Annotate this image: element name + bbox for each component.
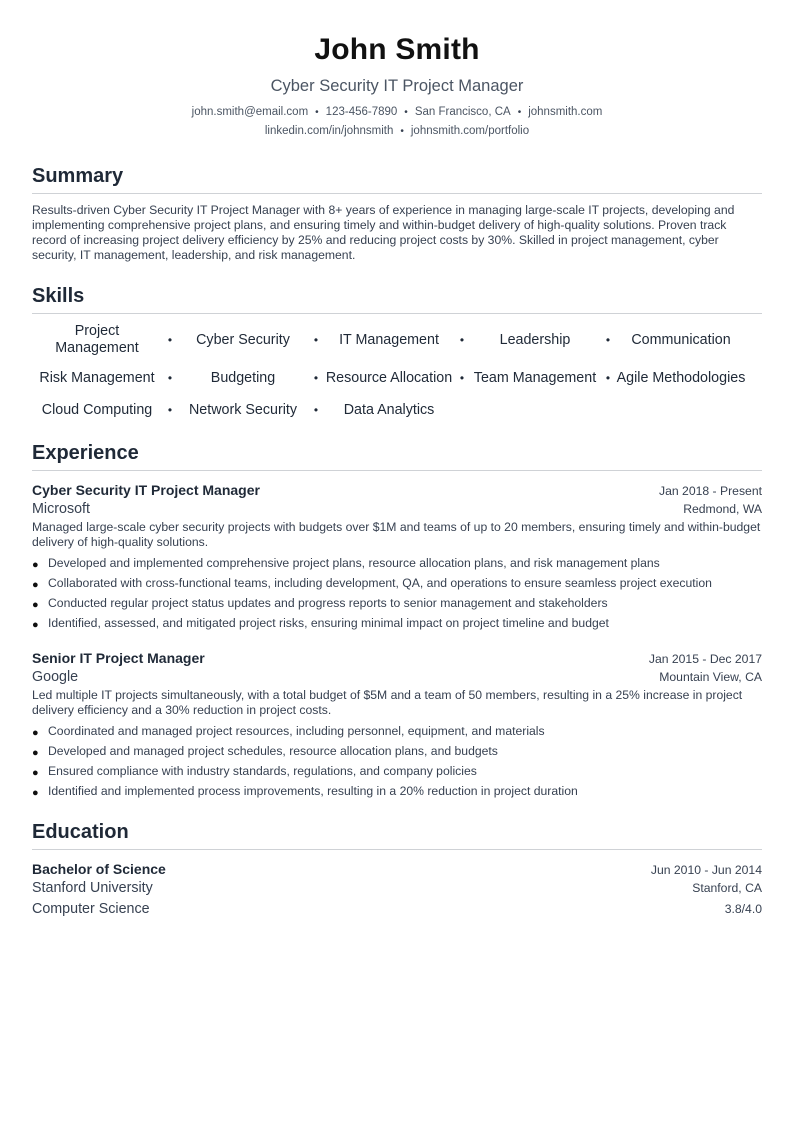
bullet-dot: • xyxy=(605,332,611,347)
skills-list xyxy=(32,322,762,422)
edu-school-row xyxy=(32,878,762,899)
skill-item xyxy=(32,323,178,357)
edu-degree: Bachelor of Science xyxy=(32,861,166,877)
skill-label: Risk Management xyxy=(39,369,155,386)
edu-school: Stanford University xyxy=(32,880,153,896)
experience-section xyxy=(32,440,762,801)
skills-row xyxy=(32,322,762,358)
skill-label: IT Management xyxy=(339,331,439,348)
skill-item xyxy=(470,370,616,387)
skill-item xyxy=(324,370,470,387)
contact-website[interactable]: johnsmith.com xyxy=(528,106,603,118)
skill-label: Project Management xyxy=(55,323,139,356)
list-item xyxy=(32,593,762,613)
education-heading: Education xyxy=(32,819,762,850)
skill-label: Data Analytics xyxy=(343,401,435,418)
job-company: Microsoft xyxy=(32,501,90,517)
bullet-dot: • xyxy=(313,332,319,347)
job-role: Cyber Security IT Project Manager xyxy=(32,482,260,498)
skill-item xyxy=(32,402,178,419)
education-section xyxy=(32,819,762,920)
job-company: Google xyxy=(32,669,79,685)
candidate-name: John Smith xyxy=(314,33,480,66)
bullet-dot: ● xyxy=(32,787,39,799)
edu-dates: Jun 2010 - Jun 2014 xyxy=(650,863,762,877)
experience-heading: Experience xyxy=(32,440,762,471)
skill-label: Cloud Computing xyxy=(41,401,153,418)
bullet-dot: • xyxy=(167,402,173,417)
skill-item xyxy=(324,402,470,419)
bullet-dot: ● xyxy=(32,767,39,779)
bullet-dot: • xyxy=(459,332,465,347)
skills-row xyxy=(32,398,762,422)
separator-dot: • xyxy=(400,126,404,137)
list-item xyxy=(32,781,762,801)
bullet-dot: ● xyxy=(32,559,39,571)
skill-label: Agile Methodologies xyxy=(616,369,746,386)
contact-phone[interactable]: 123-456-7890 xyxy=(325,106,398,118)
list-item xyxy=(32,573,762,593)
skill-label: Communication xyxy=(631,331,731,348)
bullet-text: Developed and implemented comprehensive project plans, resource allocation plans, and risk management plans xyxy=(48,556,660,570)
separator-dot: • xyxy=(517,107,522,118)
skills-heading: Skills xyxy=(32,283,762,314)
job-entry xyxy=(32,649,762,801)
job-bullets xyxy=(32,721,762,801)
bullet-dot: • xyxy=(313,370,319,385)
contact-portfolio[interactable]: johnsmith.com/portfolio xyxy=(410,125,530,137)
resume-header xyxy=(32,0,762,141)
bullet-dot: • xyxy=(459,370,465,385)
job-location: Redmond, WA xyxy=(683,502,762,516)
skill-label: Cyber Security xyxy=(196,331,290,348)
bullet-dot: ● xyxy=(32,579,39,591)
skill-item xyxy=(470,332,616,349)
bullet-text: Identified and implemented process improvements, resulting in a 20% reduction in project duration xyxy=(48,784,578,798)
bullet-dot: ● xyxy=(32,747,39,759)
skill-item xyxy=(616,332,762,349)
bullet-dot: ● xyxy=(32,727,39,739)
job-description: Managed large-scale cyber security projects with budgets over $1M and teams of up to 20 members, ensuring timely and within-budget delivery of high-quality solutions. xyxy=(32,520,761,549)
list-item xyxy=(32,761,762,781)
job-bullets xyxy=(32,553,762,633)
separator-dot: • xyxy=(404,107,408,118)
contact-location: San Francisco, CA xyxy=(414,106,511,118)
job-header-row xyxy=(32,649,762,667)
skill-item xyxy=(616,370,762,387)
job-role: Senior IT Project Manager xyxy=(32,650,205,666)
candidate-title: Cyber Security IT Project Manager xyxy=(270,77,524,95)
bullet-dot: ● xyxy=(32,599,39,611)
job-dates: Jan 2018 - Present xyxy=(659,484,762,498)
skill-label: Team Management xyxy=(473,369,597,386)
edu-degree-row xyxy=(32,860,762,878)
edu-location: Stanford, CA xyxy=(692,881,762,895)
skill-item xyxy=(32,370,178,387)
contact-line-1 xyxy=(32,103,762,122)
edu-field: Computer Science xyxy=(32,901,150,917)
bullet-text: Coordinated and managed project resources, including personnel, equipment, and materials xyxy=(48,724,545,738)
education-entry xyxy=(32,860,762,920)
skill-item xyxy=(178,332,324,349)
skill-label: Network Security xyxy=(188,401,298,418)
summary-heading: Summary xyxy=(32,163,762,194)
list-item xyxy=(32,721,762,741)
job-company-row xyxy=(32,667,762,688)
bullet-dot: • xyxy=(605,370,611,385)
job-location: Mountain View, CA xyxy=(659,670,762,684)
edu-field-row xyxy=(32,899,762,920)
list-item xyxy=(32,741,762,761)
bullet-text: Identified, assessed, and mitigated project risks, ensuring minimal impact on project timeline and budget xyxy=(48,616,609,630)
contact-email[interactable]: john.smith@email.com xyxy=(191,106,309,118)
bullet-dot: • xyxy=(167,370,173,385)
contact-line-2 xyxy=(32,122,762,141)
bullet-text: Ensured compliance with industry standards, regulations, and company policies xyxy=(48,764,477,778)
summary-section xyxy=(32,163,762,263)
skill-label: Budgeting xyxy=(210,369,276,386)
job-header-row xyxy=(32,481,762,499)
skills-section xyxy=(32,283,762,422)
skill-item xyxy=(178,402,324,419)
job-entry xyxy=(32,481,762,633)
bullet-dot: • xyxy=(167,332,173,347)
contact-linkedin[interactable]: linkedin.com/in/johnsmith xyxy=(264,125,394,137)
skill-label: Resource Allocation xyxy=(325,369,453,386)
bullet-dot: ● xyxy=(32,619,39,631)
job-dates: Jan 2015 - Dec 2017 xyxy=(648,652,762,666)
bullet-text: Conducted regular project status updates and progress reports to senior management and stakeholders xyxy=(48,596,608,610)
list-item xyxy=(32,613,762,633)
job-description: Led multiple IT projects simultaneously, with a total budget of $5M and a team of 50 members, resulting in a 25% increase in project delivery efficiency and a 30% reduction in project costs. xyxy=(32,688,743,717)
list-item xyxy=(32,553,762,573)
bullet-text: Developed and managed project schedules, resource allocation plans, and budgets xyxy=(48,744,498,758)
bullet-dot: • xyxy=(313,402,319,417)
separator-dot: • xyxy=(315,107,319,118)
job-company-row xyxy=(32,499,762,520)
bullet-text: Collaborated with cross-functional teams, including development, QA, and operations to ensure seamless project execution xyxy=(48,576,712,590)
skills-row xyxy=(32,358,762,398)
skill-label: Leadership xyxy=(499,331,571,348)
skill-item xyxy=(324,332,470,349)
edu-gpa: 3.8/4.0 xyxy=(724,902,762,916)
skill-item xyxy=(178,370,324,387)
summary-text: Results-driven Cyber Security IT Project Manager with 8+ years of experience in managing large-scale IT projects, developing and implementing comprehensive project plans, and ensuring timely and within-budget delivery of high-quality solutions. Proven track record of increasing project delivery efficiency by 25% and reducing project costs by 30%. Skilled in project management, cyber security, IT management, leadership, and risk management. xyxy=(32,203,735,262)
